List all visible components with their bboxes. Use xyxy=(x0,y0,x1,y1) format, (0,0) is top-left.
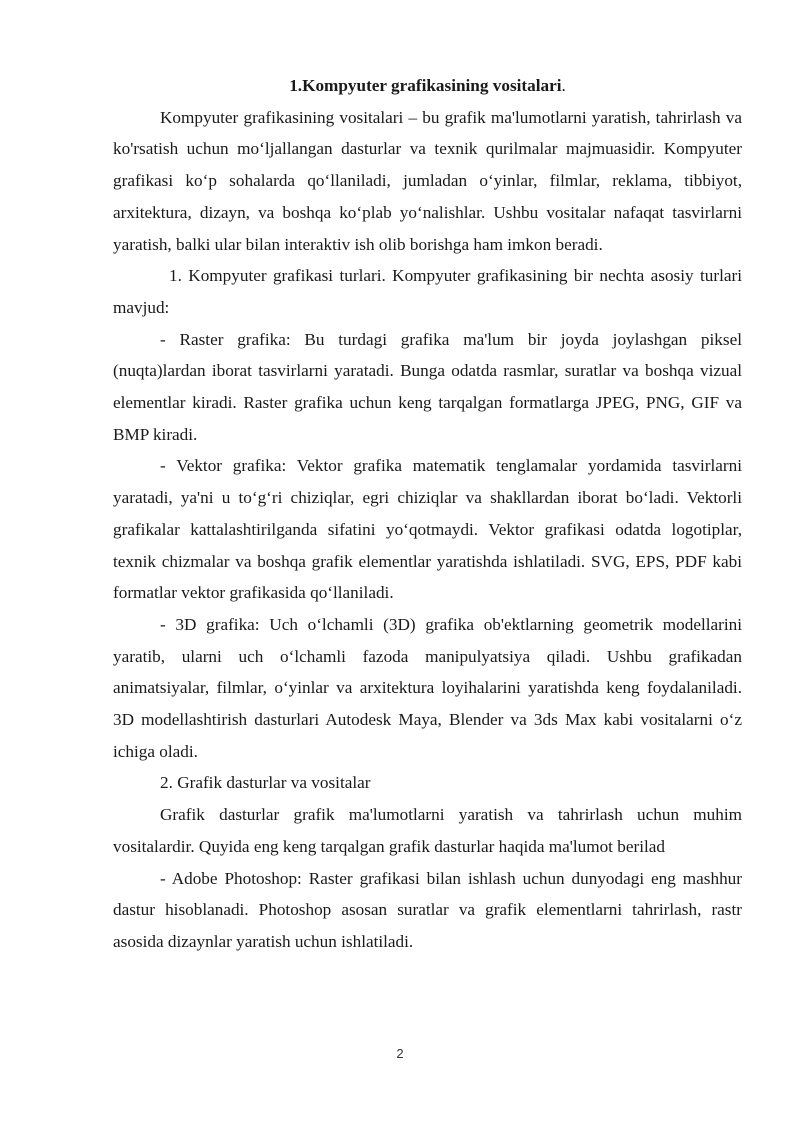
document-page xyxy=(113,70,742,958)
title-text: 1.Kompyuter grafikasining vositalari xyxy=(289,76,562,95)
page-number: 2 xyxy=(396,1046,404,1061)
paragraph-graphic-programs: Grafik dasturlar grafik ma'lumotlarni yaratish va tahrirlash uchun muhim vositalardir. Quyida eng keng tarqalgan grafik dasturlar haqida ma'lumot berilad xyxy=(113,805,742,856)
paragraph-intro: Kompyuter grafikasining vositalari – bu grafik ma'lumotlarni yaratish, tahrirlash va ko'rsatish uchun mo‘ljallangan dasturlar va texnik qurilmalar majmuasidir. Kompyuter grafikasi ko‘p sohalarda qo‘llaniladi, jumladan o‘yinlar, filmlar, reklama, tibbiyot, arxitektura, dizayn, va boshqa ko‘plab yo‘nalishlar. Ushbu vositalar nafaqat tasvirlarni yaratish, balki ular bilan interaktiv ish olib borishga ham imkon beradi. xyxy=(113,107,742,254)
paragraph-section-2-heading: 2. Grafik dasturlar va vositalar xyxy=(160,773,371,793)
paragraph-3d: - 3D grafika: Uch o‘lchamli (3D) grafika ob'ektlarning geometrik modellarini yaratib, ularni uch o‘lchamli fazoda manipulyatsiya qiladi. Ushbu grafikadan animatsiyalar, filmlar, o‘yinlar va arxitektura loyihalarini yaratishda keng foydalaniladi. 3D modellashtirish dasturlari Autodesk Maya, Blender va 3ds Max kabi vositalarni o‘z ichiga oladi. xyxy=(113,614,742,761)
paragraph-raster: - Raster grafika: Bu turdagi grafika ma'lum bir joyda joylashgan piksel (nuqta)lardan iborat tasvirlarni yaratadi. Bunga odatda rasmlar, suratlar va boshqa vizual elementlar kiradi. Raster grafika uchun keng tarqalgan formatlarga JPEG, PNG, GIF va BMP kiradi. xyxy=(113,329,742,444)
paragraph-vector: - Vektor grafika: Vektor grafika matematik tenglamalar yordamida tasvirlarni yaratadi, ya'ni u to‘g‘ri chiziqlar, egri chiziqlar va shakllardan iborat bo‘ladi. Vektorli grafikalar kattalashtirilganda sifatini yo‘qotmaydi. Vektor grafikasi odatda logotiplar, texnik chizmalar va boshqa grafik elementlar yaratishda ishlatiladi. SVG, EPS, PDF kabi formatlar vektor grafikasida qo‘llaniladi. xyxy=(113,456,742,603)
document-title xyxy=(113,70,742,102)
paragraph-photoshop: - Adobe Photoshop: Raster grafikasi bilan ishlash uchun dunyodagi eng mashhur dastur hisoblanadi. Photoshop asosan suratlar va grafik elementlarni tahrirlash, rastr asosida dizaynlar yaratish uchun ishlatiladi. xyxy=(113,868,742,951)
title-punctuation: . xyxy=(561,76,566,95)
paragraph-section-1-heading: 1. Kompyuter grafikasi turlari. Kompyuter grafikasining bir nechta asosiy turlari mavjud: xyxy=(113,266,742,317)
